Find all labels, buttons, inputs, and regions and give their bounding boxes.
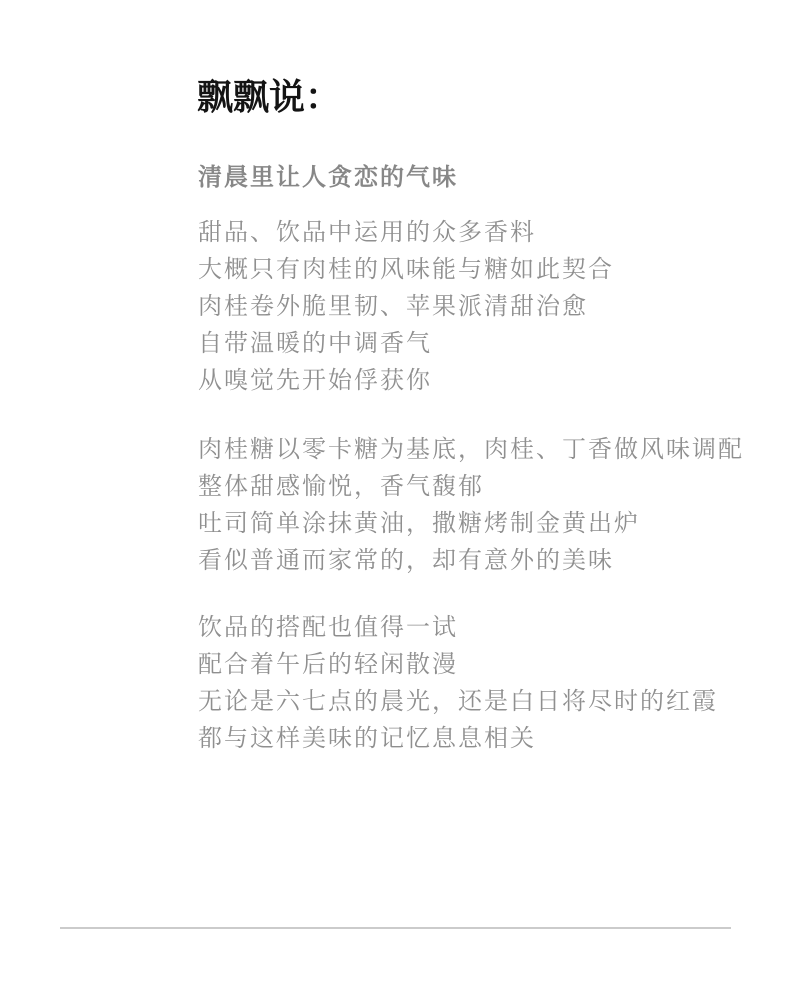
text-line: 整体甜感愉悦，香气馥郁: [198, 473, 484, 500]
text-line: 无论是六七点的晨光，还是白日将尽时的红霞: [198, 688, 718, 715]
text-line: 肉桂卷外脆里韧、苹果派清甜治愈: [198, 293, 588, 320]
paragraph-aroma-intro: [198, 214, 614, 399]
text-line: 从嗅觉先开始俘获你: [198, 367, 432, 394]
text-line: 肉桂糖以零卡糖为基底，肉桂、丁香做风味调配: [198, 436, 744, 463]
text-line: 自带温暖的中调香气: [198, 330, 432, 357]
section-divider: [60, 927, 731, 929]
text-line: 大概只有肉桂的风味能与糖如此契合: [198, 256, 614, 283]
paragraph-drink-pairing: [198, 609, 718, 757]
text-line: 吐司简单涂抹黄油，撒糖烤制金黄出炉: [198, 510, 640, 537]
article-subtitle: 清晨里让人贪恋的气味: [198, 163, 458, 191]
text-line: 配合着午后的轻闲散漫: [198, 651, 458, 678]
text-line: 饮品的搭配也值得一试: [198, 614, 458, 641]
paragraph-cinnamon-sugar: [198, 431, 744, 579]
text-line: 看似普通而家常的，却有意外的美味: [198, 547, 614, 574]
page-title: 飘飘说：: [197, 76, 342, 118]
text-line: 甜品、饮品中运用的众多香料: [198, 219, 536, 246]
text-line: 都与这样美味的记忆息息相关: [198, 725, 536, 752]
